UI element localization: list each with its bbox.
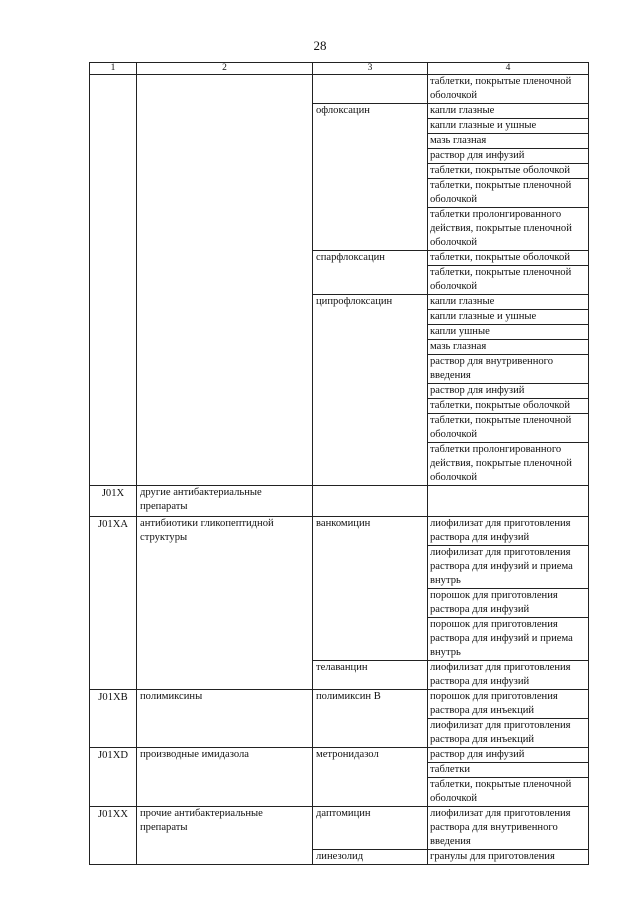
drug-cell: метронидазол	[313, 748, 428, 807]
drug-cell: офлоксацин	[313, 104, 428, 251]
form-cell	[428, 486, 589, 517]
column-header: 3	[313, 63, 428, 75]
form-cell: раствор для внутривенного введения	[428, 355, 589, 384]
drug-cell: спарфлоксацин	[313, 251, 428, 295]
form-cell: капли глазные	[428, 295, 589, 310]
form-cell: капли ушные	[428, 325, 589, 340]
page-number: 28	[313, 38, 327, 53]
table-row	[90, 517, 589, 546]
form-cell: лиофилизат для приготовления раствора для инфузий	[428, 661, 589, 690]
form-cell: лиофилизат для приготовления раствора для внутривенного введения	[428, 807, 589, 850]
code-cell: J01XD	[90, 748, 137, 807]
drug-cell	[313, 486, 428, 517]
form-cell: таблетки, покрытые пленочной оболочкой	[428, 266, 589, 295]
group-cell: полимиксины	[137, 690, 313, 748]
form-cell: лиофилизат для приготовления раствора для инъекций	[428, 719, 589, 748]
code-cell: J01XX	[90, 807, 137, 865]
form-cell: таблетки, покрытые пленочной оболочкой	[428, 75, 589, 104]
drug-cell: линезолид	[313, 850, 428, 865]
form-cell: лиофилизат для приготовления раствора для инфузий и приема внутрь	[428, 546, 589, 589]
form-cell: капли глазные и ушные	[428, 119, 589, 134]
form-cell: раствор для инфузий	[428, 384, 589, 399]
table-row	[90, 486, 589, 517]
drug-cell: телаванцин	[313, 661, 428, 690]
group-cell: производные имидазола	[137, 748, 313, 807]
drug-cell: даптомицин	[313, 807, 428, 850]
form-cell: таблетки	[428, 763, 589, 778]
form-cell: таблетки, покрытые оболочкой	[428, 251, 589, 266]
column-header: 1	[90, 63, 137, 75]
form-cell: мазь глазная	[428, 340, 589, 355]
form-cell: таблетки, покрытые пленочной оболочкой	[428, 414, 589, 443]
code-cell: J01XB	[90, 690, 137, 748]
form-cell: таблетки, покрытые оболочкой	[428, 164, 589, 179]
form-cell: таблетки, покрытые пленочной оболочкой	[428, 778, 589, 807]
table-row	[90, 75, 589, 104]
form-cell: таблетки пролонгированного действия, покрытые пленочной оболочкой	[428, 443, 589, 486]
form-cell: порошок для приготовления раствора для инфузий и приема внутрь	[428, 618, 589, 661]
form-cell: мазь глазная	[428, 134, 589, 149]
form-cell: лиофилизат для приготовления раствора для инфузий	[428, 517, 589, 546]
drug-cell: ванкомицин	[313, 517, 428, 661]
group-cell: антибиотики гликопептидной структуры	[137, 517, 313, 690]
form-cell: раствор для инфузий	[428, 149, 589, 164]
drug-cell: полимиксин В	[313, 690, 428, 748]
form-cell: капли глазные и ушные	[428, 310, 589, 325]
drug-cell	[313, 75, 428, 104]
table-row	[90, 807, 589, 850]
column-header: 4	[428, 63, 589, 75]
form-cell: порошок для приготовления раствора для инъекций	[428, 690, 589, 719]
code-cell: J01X	[90, 486, 137, 517]
form-cell: раствор для инфузий	[428, 748, 589, 763]
table-row	[90, 690, 589, 719]
table-row	[90, 748, 589, 763]
form-cell: таблетки, покрытые оболочкой	[428, 399, 589, 414]
column-header: 2	[137, 63, 313, 75]
group-cell: прочие антибактериальные препараты	[137, 807, 313, 865]
code-cell: J01XA	[90, 517, 137, 690]
header-row	[90, 63, 589, 75]
form-cell: таблетки, покрытые пленочной оболочкой	[428, 179, 589, 208]
code-cell	[90, 75, 137, 486]
drug-cell: ципрофлоксацин	[313, 295, 428, 486]
form-cell: капли глазные	[428, 104, 589, 119]
drug-table	[89, 62, 589, 865]
form-cell: гранулы для приготовления	[428, 850, 589, 865]
form-cell: порошок для приготовления раствора для инфузий	[428, 589, 589, 618]
group-cell	[137, 75, 313, 486]
form-cell: таблетки пролонгированного действия, покрытые пленочной оболочкой	[428, 208, 589, 251]
group-cell: другие антибактериальные препараты	[137, 486, 313, 517]
